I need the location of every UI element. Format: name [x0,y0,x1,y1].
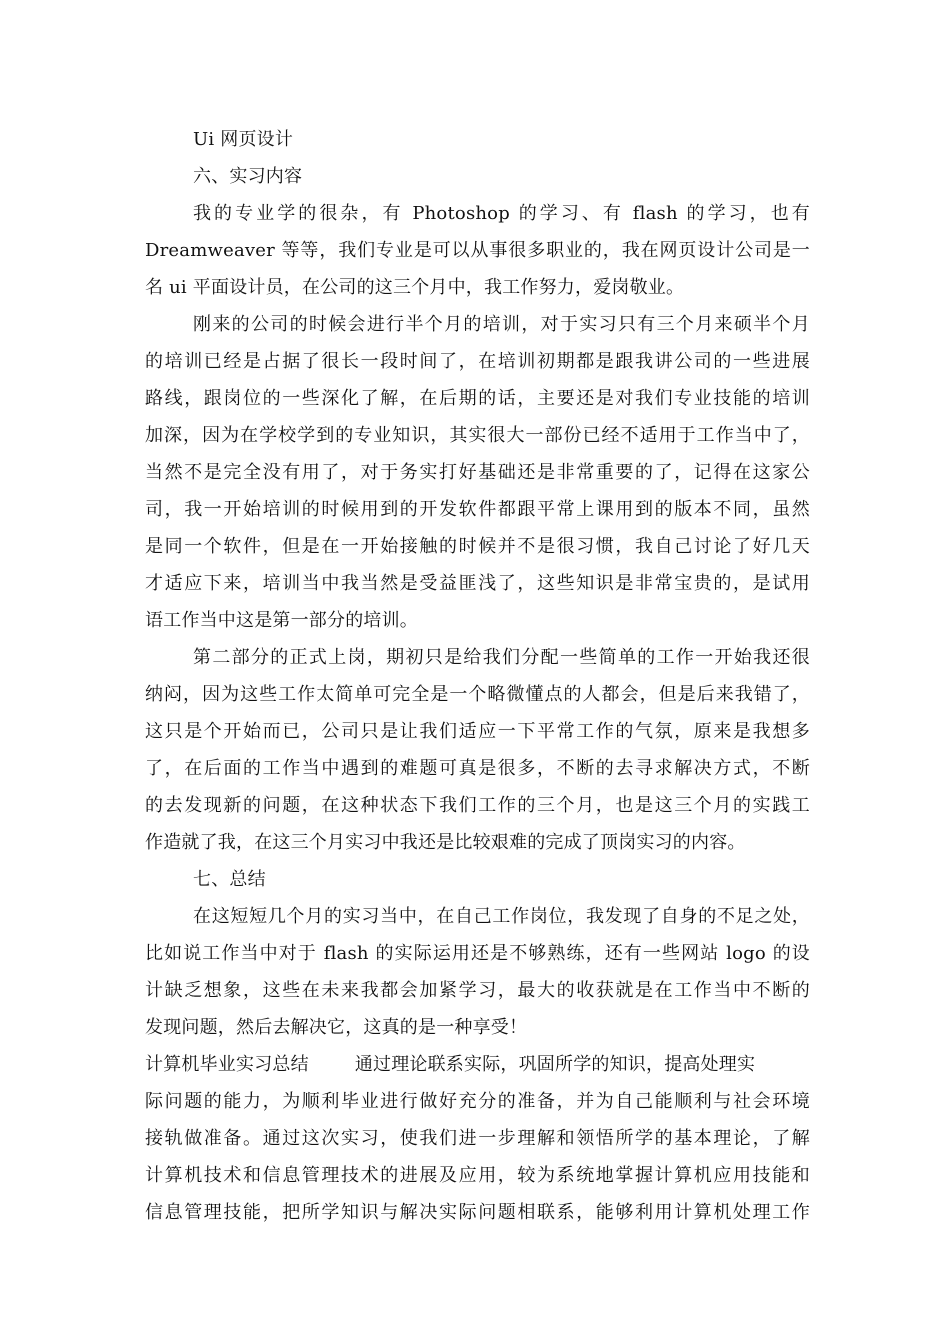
text-line: 刚来的公司的时候会进行半个月的培训，对于实习只有三个月来硕半个月 [193,314,810,335]
text-line: 六、实习内容 [193,166,303,187]
text-line: 比如说工作当中对于 flash 的实际运用还是不够熟练，还有一些网站 logo 的设 [145,943,810,964]
text-line: 才适应下来，培训当中我当然是受益匪浅了，这些知识是非常宝贵的，是试用 [145,573,810,594]
text-line: 的去发现新的问题，在这种状态下我们工作的三个月，也是这三个月的实践工 [145,795,810,816]
text-line: 语工作当中这是第一部分的培训。 [145,610,418,631]
text-line: 第二部分的正式上岗，期初只是给我们分配一些简单的工作一开始我还很 [193,647,810,668]
text-line: 的培训已经是占据了很长一段时间了，在培训初期都是跟我讲公司的一些进展 [145,351,810,372]
text-line: 计缺乏想象，这些在未来我都会加紧学习，最大的收获就是在工作当中不断的 [145,980,810,1001]
text-line: 路线，跟岗位的一些深化了解，在后期的话，主要还是对我们专业技能的培训 [145,388,810,409]
summary-text-line: 际问题的能力，为顺利毕业进行做好充分的准备，并为自己能顺利与社会环境 [145,1091,810,1112]
summary-heading-line [145,1046,810,1083]
text-line: Ui 网页设计 [193,129,294,150]
summary-text-line: 信息管理技能，把所学知识与解决实际问题相联系，能够利用计算机处理工作 [145,1202,810,1223]
summary-text-line: 计算机技术和信息管理技术的进展及应用，较为系统地掌握计算机应用技能和 [145,1165,810,1186]
text-line: Dreamweaver 等等，我们专业是可以从事很多职业的，我在网页设计公司是一 [145,240,810,261]
text-line: 作造就了我，在这三个月实习中我还是比较艰难的完成了顶岗实习的内容。 [145,832,746,853]
text-line: 司，我一开始培训的时候用到的开发软件都跟平常上课用到的版本不同，虽然 [145,499,810,520]
summary-text-line: 接轨做准备。通过这次实习，使我们进一步理解和领悟所学的基本理论，了解 [145,1128,810,1149]
text-line: 在这短短几个月的实习当中，在自己工作岗位，我发现了自身的不足之处， [193,906,810,927]
text-line: 是同一个软件，但是在一开始接触的时候并不是很习惯，我自己讨论了好几天 [145,536,810,557]
paragraph-lines [145,121,810,1046]
text-line: 了，在后面的工作当中遇到的难题可真是很多，不断的去寻求解决方式，不断 [145,758,810,779]
text-line: 加深，因为在学校学到的专业知识，其实很大一部份已经不适用于工作当中了， [145,425,810,446]
text-line: 纳闷，因为这些工作太简单可完全是一个略微懂点的人都会，但是后来我错了， [145,684,810,705]
text-line: 发现问题，然后去解决它，这真的是一种享受！ [145,1017,528,1038]
summary-lines [145,1083,810,1231]
text-line: 七、总结 [193,869,266,890]
summary-first-line: 通过理论联系实际，巩固所学的知识，提高处理实 [354,1054,756,1075]
text-line: 我的专业学的很杂，有 Photoshop 的学习、有 flash 的学习，也有 [193,203,810,224]
document-body [145,121,810,1231]
summary-title: 计算机毕业实习总结 [145,1054,309,1075]
text-line: 这只是个开始而已，公司只是让我们适应一下平常工作的气氛，原来是我想多 [145,721,810,742]
text-line: 名 ui 平面设计员，在公司的这三个月中，我工作努力，爱岗敬业。 [145,277,685,298]
text-line: 当然不是完全没有用了，对于务实打好基础还是非常重要的了，记得在这家公 [145,462,810,483]
